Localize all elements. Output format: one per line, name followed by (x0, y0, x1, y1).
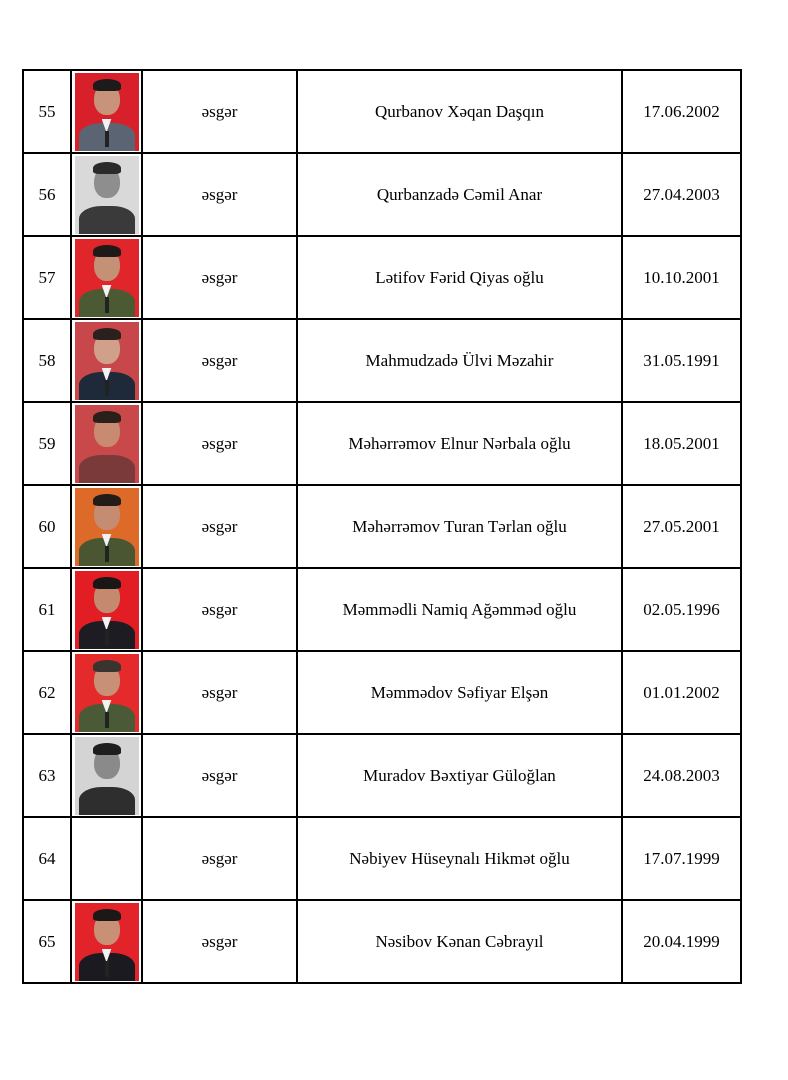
portrait-hair (93, 743, 121, 755)
row-number: 60 (23, 485, 71, 568)
birth-date-cell: 01.01.2002 (622, 651, 741, 734)
portrait-photo (75, 73, 139, 151)
portrait-hair (93, 162, 121, 174)
portrait-photo (75, 488, 139, 566)
portrait-photo (75, 239, 139, 317)
birth-date-cell: 27.05.2001 (622, 485, 741, 568)
birth-date-cell: 27.04.2003 (622, 153, 741, 236)
rank-cell: əsgər (142, 734, 297, 817)
portrait-hair (93, 245, 121, 257)
table-row (23, 900, 741, 983)
rank-cell: əsgər (142, 153, 297, 236)
table-row (23, 236, 741, 319)
portrait-hair (93, 660, 121, 672)
birth-date-cell: 24.08.2003 (622, 734, 741, 817)
full-name-cell: Məmmədov Səfiyar Elşən (297, 651, 622, 734)
full-name-cell: Məhərrəmov Elnur Nərbala oğlu (297, 402, 622, 485)
portrait-photo (75, 903, 139, 981)
photo-cell (71, 734, 142, 817)
portrait-photo (75, 405, 139, 483)
birth-date-cell: 20.04.1999 (622, 900, 741, 983)
portrait-tie (105, 380, 109, 396)
portrait-photo (75, 737, 139, 815)
row-number: 62 (23, 651, 71, 734)
birth-date-cell: 02.05.1996 (622, 568, 741, 651)
full-name-cell: Məhərrəmov Turan Tərlan oğlu (297, 485, 622, 568)
rank-cell: əsgər (142, 485, 297, 568)
photo-cell (71, 900, 142, 983)
row-number: 64 (23, 817, 71, 900)
full-name-cell: Qurbanzadə Cəmil Anar (297, 153, 622, 236)
row-number: 55 (23, 70, 71, 153)
photo-cell (71, 319, 142, 402)
portrait-tie (105, 629, 109, 645)
row-number: 65 (23, 900, 71, 983)
birth-date-cell: 18.05.2001 (622, 402, 741, 485)
birth-date-cell: 17.06.2002 (622, 70, 741, 153)
photo-cell (71, 70, 142, 153)
full-name-cell: Lətifov Fərid Qiyas oğlu (297, 236, 622, 319)
photo-cell (71, 817, 142, 900)
row-number: 61 (23, 568, 71, 651)
rank-cell: əsgər (142, 236, 297, 319)
portrait-photo (75, 654, 139, 732)
row-number: 57 (23, 236, 71, 319)
photo-cell (71, 236, 142, 319)
full-name-cell: Nəbiyev Hüseynalı Hikmət oğlu (297, 817, 622, 900)
portrait-hair (93, 909, 121, 921)
photo-cell (71, 568, 142, 651)
full-name-cell: Nəsibov Kənan Cəbrayıl (297, 900, 622, 983)
full-name-cell: Muradov Bəxtiyar Güloğlan (297, 734, 622, 817)
row-number: 59 (23, 402, 71, 485)
table-row (23, 817, 741, 900)
portrait-uniform (79, 206, 135, 234)
photo-placeholder (75, 820, 139, 898)
row-number: 56 (23, 153, 71, 236)
rank-cell: əsgər (142, 817, 297, 900)
portrait-hair (93, 411, 121, 423)
rank-cell: əsgər (142, 651, 297, 734)
photo-cell (71, 402, 142, 485)
birth-date-cell: 31.05.1991 (622, 319, 741, 402)
photo-cell (71, 485, 142, 568)
portrait-tie (105, 131, 109, 147)
full-name-cell: Məmmədli Namiq Ağəmməd oğlu (297, 568, 622, 651)
portrait-uniform (79, 455, 135, 483)
row-number: 58 (23, 319, 71, 402)
portrait-uniform (79, 787, 135, 815)
portrait-tie (105, 961, 109, 977)
full-name-cell: Mahmudzadə Ülvi Məzahir (297, 319, 622, 402)
full-name-cell: Qurbanov Xəqan Daşqın (297, 70, 622, 153)
rank-cell: əsgər (142, 402, 297, 485)
birth-date-cell: 10.10.2001 (622, 236, 741, 319)
portrait-photo (75, 571, 139, 649)
table-row (23, 568, 741, 651)
rank-cell: əsgər (142, 319, 297, 402)
portrait-tie (105, 546, 109, 562)
rank-cell: əsgər (142, 70, 297, 153)
photo-cell (71, 651, 142, 734)
portrait-hair (93, 79, 121, 91)
roster-body (23, 70, 741, 983)
table-row (23, 70, 741, 153)
table-row (23, 734, 741, 817)
portrait-photo (75, 322, 139, 400)
table-row (23, 485, 741, 568)
portrait-photo (75, 156, 139, 234)
portrait-hair (93, 494, 121, 506)
soldier-roster-table (22, 69, 742, 984)
table-row (23, 153, 741, 236)
table-row (23, 402, 741, 485)
table-row (23, 319, 741, 402)
rank-cell: əsgər (142, 568, 297, 651)
table-row (23, 651, 741, 734)
birth-date-cell: 17.07.1999 (622, 817, 741, 900)
rank-cell: əsgər (142, 900, 297, 983)
row-number: 63 (23, 734, 71, 817)
portrait-hair (93, 328, 121, 340)
portrait-tie (105, 712, 109, 728)
portrait-hair (93, 577, 121, 589)
portrait-tie (105, 297, 109, 313)
photo-cell (71, 153, 142, 236)
